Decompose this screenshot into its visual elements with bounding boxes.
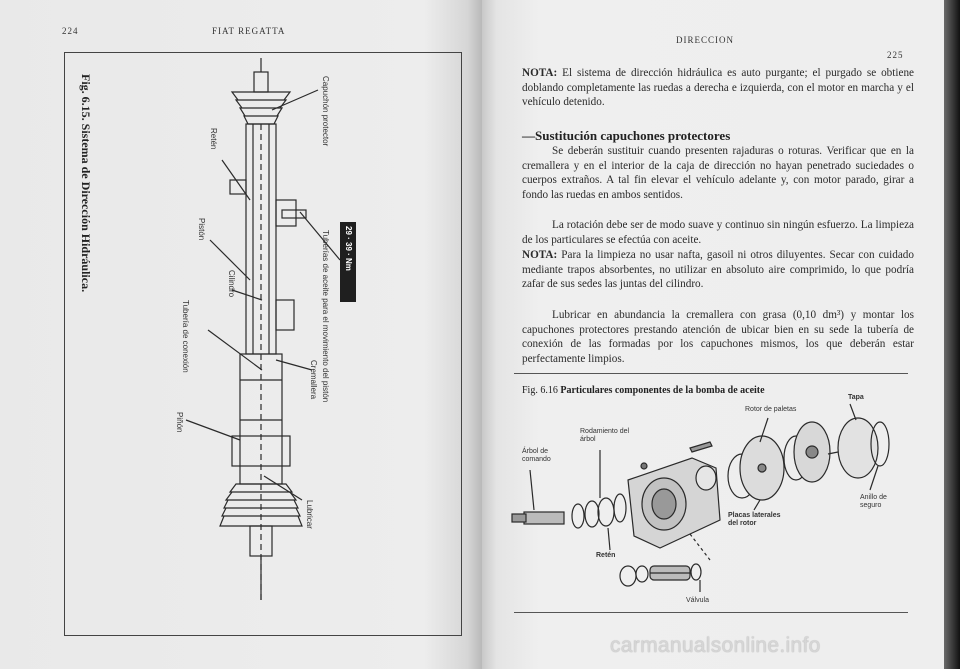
label-lubricar: Lubricar — [305, 500, 314, 529]
nota-label: NOTA: — [522, 67, 558, 79]
label-cilindro: Cilindro — [227, 270, 236, 298]
figure-6-15-caption: Fig. 6.15. Sistema de Dirección Hidráulica. — [79, 74, 93, 293]
paragraph-sustitucion: Se deberán sustituir cuando presenten rajaduras o roturas. Verificar que en la cremallera y en el interior de la caja de dirección no hayan penetrado suciedades o cuerpos extraños. A tal fin elevar el vehículo adelante y, con motor parado, girar a fondo las ruedas en ambos sentidos. — [522, 145, 914, 201]
paragraph-lubricar: Lubricar en abundancia la cremallera con grasa (0,10 dm³) y montar los capuchones protectores prestando atención de ubicar bien en su sede la tubería de conexión de las formadas por los capuchones mismos, los que deberán estar perfectamente limpios. — [522, 309, 914, 365]
left-page-number: 224 — [62, 26, 79, 36]
nota2-text: Para la limpieza no usar nafta, gasoil ni otros diluyentes. Secar con cuidado mediante trapos absorbentes, no utilizar en absoluto aire comprimido, lo que podría zafar de sus sedes las juntas del cilindro. — [522, 249, 914, 291]
label-reten: Retén — [209, 128, 218, 150]
section-heading: —Sustitución capuchones protectores — [522, 128, 731, 143]
label-valvula: Válvula — [686, 597, 709, 604]
watermark: carmanualsonline.info — [610, 634, 821, 657]
right-page-number: 225 — [887, 50, 904, 60]
label-placas-laterales: Placas laterales del rotor — [728, 512, 781, 527]
figure-6-16-bottom-rule — [514, 612, 908, 613]
label-anillo-seguro: Anillo de seguro — [860, 494, 887, 509]
paragraph-rotacion: La rotación debe ser de modo suave y continuo sin ningún esfuerzo. La limpieza de los particulares se efectúa con aceite. — [522, 219, 914, 246]
label-capuchon-protector: Capuchón protector — [321, 76, 330, 147]
label-pinon: Piñón — [175, 412, 184, 433]
label-tapa: Tapa — [848, 394, 864, 401]
label-arbol-comando: Árbol de comando — [522, 448, 551, 463]
label-piston: Pistón — [197, 218, 206, 241]
label-tuberia-conexion: Tubería de conexión — [181, 300, 190, 373]
label-rotor-paletas: Rotor de paletas — [745, 406, 797, 413]
torque-badge-text: 29 · 39 · Nm — [344, 226, 353, 271]
nota-text: El sistema de dirección hidráulica es auto purgante; el purgado se obtiene doblando completamente las ruedas a derecha e izquierda, con el motor en marcha y el vehículo detenido. — [522, 67, 915, 109]
left-running-head: FIAT REGATTA — [212, 26, 286, 36]
right-running-head: DIRECCION — [676, 35, 734, 45]
label-cremallera: Cremallera — [309, 360, 318, 400]
label-reten-bomba: Retén — [596, 552, 616, 559]
nota2-label: NOTA: — [522, 249, 558, 261]
figure-6-16-number: Fig. 6.16 — [522, 385, 558, 396]
label-rodamiento-arbol: Rodamiento del árbol — [580, 428, 630, 443]
figure-6-16-title: Particulares componentes de la bomba de aceite — [560, 385, 765, 396]
label-tuberias-aceite: Tuberías de aceite para el movimiento del pistón — [321, 230, 330, 403]
